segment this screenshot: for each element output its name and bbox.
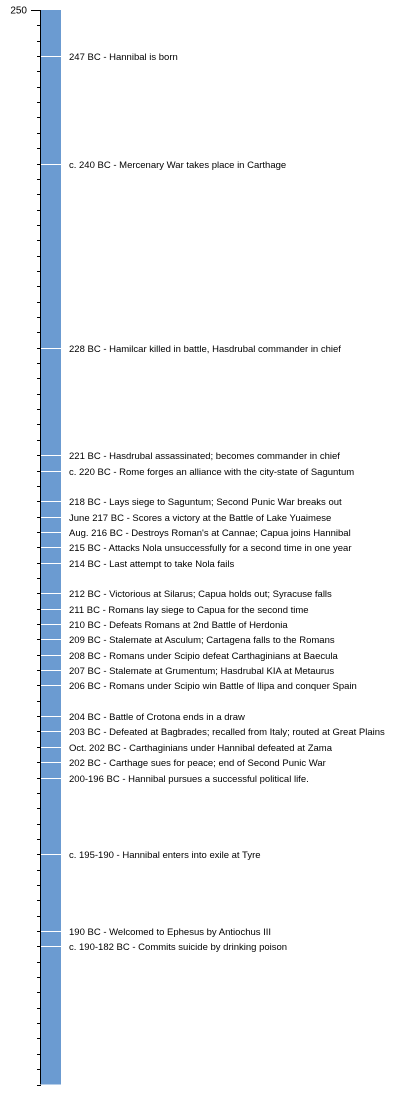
event-labels (69, 52, 385, 953)
event-label: Aug. 216 BC - Destroys Roman's at Cannae; Capua joins Hannibal (69, 528, 351, 539)
event-label: 212 BC - Victorious at Silarus; Capua holds out; Syracuse falls (69, 589, 332, 600)
event-label: 208 BC - Romans under Scipio defeat Carthaginians at Baecula (69, 651, 338, 662)
event-label: 211 BC - Romans lay siege to Capua for the second time (69, 605, 309, 616)
event-label: 206 BC - Romans under Scipio win Battle of Ilipa and conquer Spain (69, 681, 357, 692)
event-label: 204 BC - Battle of Crotona ends in a draw (69, 712, 245, 723)
event-label: 215 BC - Attacks Nola unsuccessfully for a second time in one year (69, 543, 352, 554)
event-label: c. 190-182 BC - Commits suicide by drinking poison (69, 942, 288, 953)
event-label: 202 BC - Carthage sues for peace; end of Second Punic War (69, 758, 326, 769)
time-axis (31, 10, 41, 1086)
event-label: 209 BC - Stalemate at Asculum; Cartagena falls to the Romans (69, 635, 335, 646)
event-label: 214 BC - Last attempt to take Nola fails (69, 559, 235, 570)
event-label: 203 BC - Defeated at Bagbrades; recalled from Italy; routed at Great Plains (69, 727, 385, 738)
event-label: 200-196 BC - Hannibal pursues a successful political life. (69, 774, 309, 785)
event-label: 210 BC - Defeats Romans at 2nd Battle of Herdonia (69, 620, 288, 631)
event-label: c. 220 BC - Rome forges an alliance with the city-state of Saguntum (69, 467, 355, 478)
axis-top-label: 250 (10, 5, 27, 17)
event-label: 190 BC - Welcomed to Ephesus by Antiochus III (69, 927, 272, 938)
event-label: 218 BC - Lays siege to Saguntum; Second Punic War breaks out (69, 497, 342, 508)
event-label: 228 BC - Hamilcar killed in battle, Hasdrubal commander in chief (69, 344, 341, 355)
event-label: 247 BC - Hannibal is born (69, 52, 178, 63)
event-label: 207 BC - Stalemate at Grumentum; Hasdrubal KIA at Metaurus (69, 666, 335, 677)
event-label: Oct. 202 BC - Carthaginians under Hannibal defeated at Zama (69, 743, 332, 754)
event-label: c. 195-190 - Hannibal enters into exile at Tyre (69, 850, 261, 861)
event-label: c. 240 BC - Mercenary War takes place in Carthage (69, 160, 287, 171)
event-label: June 217 BC - Scores a victory at the Battle of Lake Yuaimese (69, 513, 332, 524)
event-label: 221 BC - Hasdrubal assassinated; becomes commander in chief (69, 451, 340, 462)
